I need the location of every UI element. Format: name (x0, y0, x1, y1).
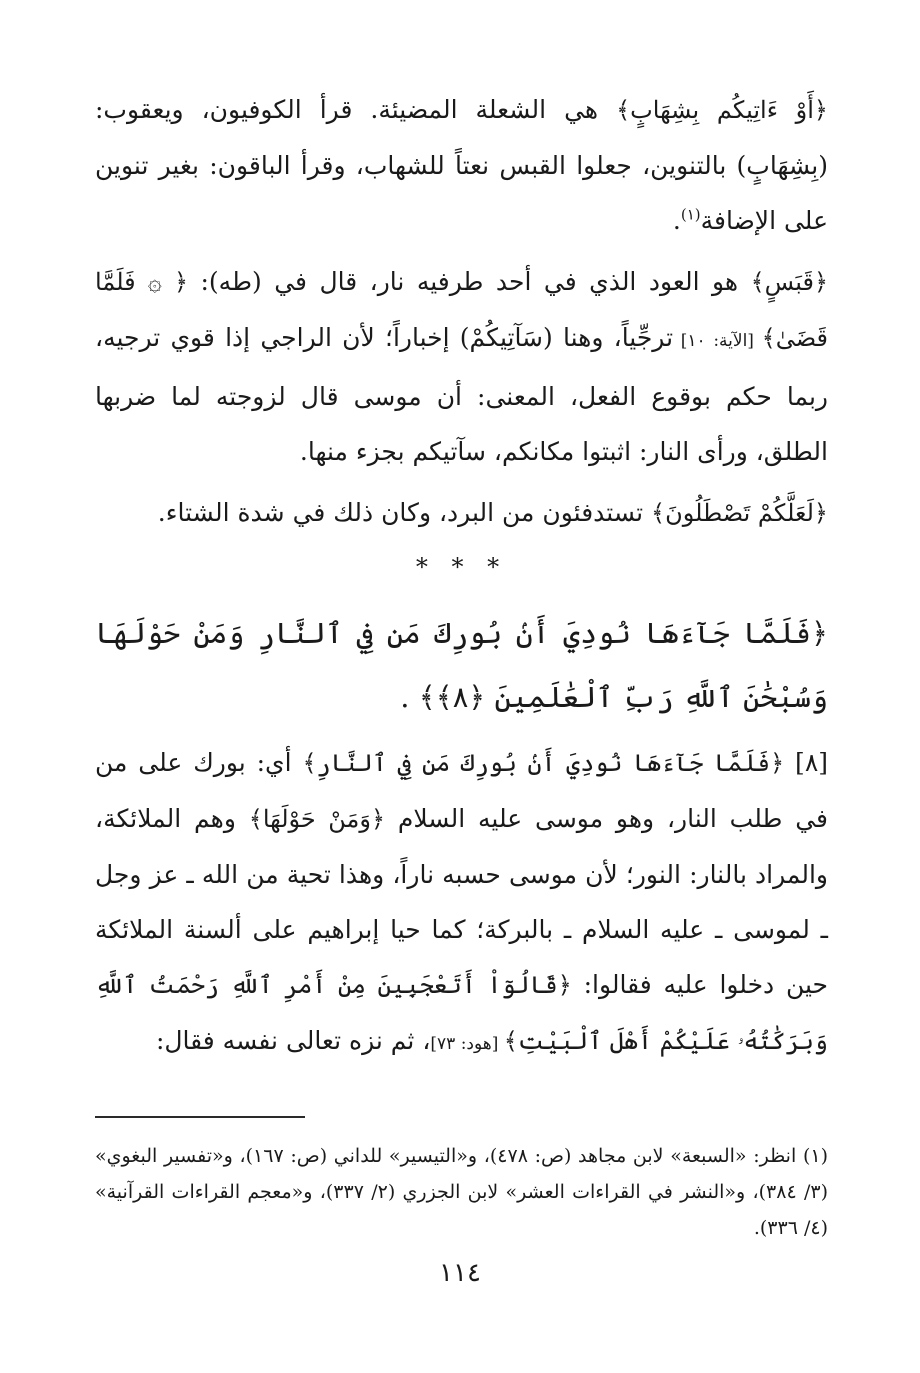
quran-quote: ﴿ ۞ فَلَمَّا قَضَىٰ﴾ (95, 268, 828, 352)
paragraph-1 (95, 82, 828, 248)
paragraph-text: ، ثم نزه تعالى نفسه فقال: (155, 1026, 431, 1055)
section-separator: * * * (415, 553, 508, 581)
paragraph-4 (95, 735, 828, 1072)
footnote (95, 1138, 828, 1246)
quran-quote: ﴿قَالُوٓاْ أَتَعْجَبِينَ مِنْ أَمْرِ ٱللَّهِ رَحْمَتُ ٱللَّهِ وَبَرَكَٰتُهُۥ عَلَيْكُمْ أَهْلَ ٱلْبَيْتِ﴾ (95, 971, 828, 1055)
footnote-divider (95, 1116, 305, 1118)
paragraph-text: هي الشعلة المضيئة. قرأ الكوفيون، ويعقوب: (بِشِهَابٍ) بالتنوين، جعلوا القبس نعتاً للشهاب، وقرأ الباقون: بغير تنوين على الإضافة (95, 95, 828, 235)
verse-number: [٨] (784, 748, 829, 777)
paragraph-text: وهم الملائكة، والمراد بالنار: النور؛ لأن موسى حسبه ناراً، وهذا تحية من الله ـ عز وجل ـ لموسى ـ عليه السلام ـ بالبركة؛ كما حيا إبراهيم على ألسنة الملائكة حين دخلوا عليه فقالوا: (95, 804, 829, 999)
paragraph-text: تستدفئون من البرد، وكان ذلك في شدة الشتاء. (157, 498, 652, 527)
quran-quote: ﴿وَمَنْ حَوْلَهَا﴾ (248, 805, 386, 833)
quran-quote: ﴿لَعَلَّكُمْ تَصْطَلُونَ﴾ (651, 499, 828, 527)
paragraph-text: . (672, 206, 681, 235)
quran-quote: ﴿قَبَسٍ﴾ (750, 268, 828, 296)
page-number: ١١٤ (439, 1258, 481, 1288)
footnote-reference[interactable]: (١) (680, 205, 701, 224)
verse-text: ﴿فَلَمَّا جَآءَهَا نُودِيَ أَنۢ بُورِكَ مَن فِي ٱلنَّارِ وَمَنْ حَوْلَهَا وَسُبْحَٰنَ ٱللَّهِ رَبِّ ٱلْعَٰلَمِينَ ﴿٨﴾﴾ (95, 616, 828, 714)
quran-quote: ﴿فَلَمَّا جَآءَهَا نُودِيَ أَنۢ بُورِكَ مَن فِي ٱلنَّارِ﴾ (302, 749, 785, 777)
paragraph-text: هو العود الذي في أحد طرفيه نار، قال في (طه): (188, 267, 751, 296)
footnote-number: (١) (802, 1145, 828, 1167)
verse-end: . (400, 680, 419, 714)
page-body (95, 82, 828, 1246)
quran-quote: ﴿أَوْ ءَاتِيكُم بِشِهَابٍ﴾ (616, 96, 828, 124)
verse-block (95, 601, 828, 729)
paragraph-3 (95, 485, 828, 541)
paragraph-2 (95, 254, 828, 479)
paragraph-text: أي: بورك على من في طلب النار، وهو موسى عليه السلام (95, 748, 829, 833)
paragraph-text: ترجِّياً، وهنا (سَآتِيكُمْ) إخباراً؛ لأن الراجي إذا قوي ترجيه، ربما حكم بوقوع الفعل، المعنى: أن موسى قال لزوجته لما ضربها الطلق، ورأى النار: اثبتوا مكانكم، سآتيكم بجزء منها. (95, 323, 828, 466)
footnote-text: انظر: «السبعة» لابن مجاهد (ص: ٤٧٨)، و«التيسير» للداني (ص: ١٦٧)، و«تفسير البغوي» (٣/ ٣٨٤)، و«النشر في القراءات العشر» لابن الجزري (٢/ ٣٣٧)، و«معجم القراءات القرآنية» (٤/ ٣٣٦). (95, 1145, 828, 1239)
verse-reference: [الآية: ١٠] (673, 331, 762, 351)
verse-reference: [هود: ٧٣] (430, 1034, 504, 1054)
